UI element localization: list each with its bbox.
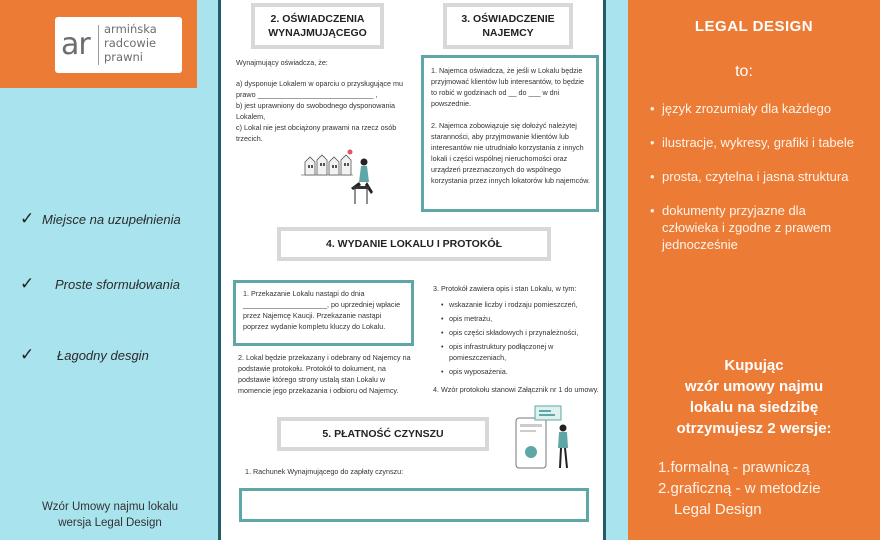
promo-line: wzór umowy najmu xyxy=(684,378,824,395)
section-heading xyxy=(443,3,573,49)
section-title: 5. PŁATNOŚĆ CZYNSZU xyxy=(322,428,444,440)
section-title: 2. OŚWIADCZENIA WYNAJMUJĄCEGO xyxy=(268,13,367,39)
benefits-list xyxy=(650,100,865,270)
logo-line: prawni xyxy=(104,50,143,64)
paragraph: 1. Rachunek Wynajmującego do zapłaty czynszu: xyxy=(245,467,404,476)
paragraph: 2. Najemca zobowiązuje się dołożyć należytej staranności, aby przyjmowanie klientów lub interesantów nie utrudniało korzystania z innych lokali i części wspólnej nieruchomości oraz urządzeń przeznaczonych do wspólnego korzystania przez innych lokatorów lub najemców. xyxy=(431,121,590,185)
feature-label: Proste sformułowania xyxy=(55,277,180,292)
phone-illustration-icon xyxy=(511,404,581,472)
check-icon: ✓ xyxy=(20,209,35,228)
promo-line: otrzymujesz 2 wersje: xyxy=(676,420,832,437)
caption-line: Wzór Umowy najmu lokalu xyxy=(41,501,179,513)
section-body xyxy=(236,57,416,144)
caption-line: wersja Legal Design xyxy=(58,517,162,529)
logo-separator xyxy=(98,25,99,65)
highlight-box xyxy=(233,280,414,346)
check-icon: ✓ xyxy=(20,345,35,364)
section-heading xyxy=(277,417,489,451)
list-item: • opis wyposażenia. xyxy=(433,366,603,377)
section-body xyxy=(245,466,505,477)
list-item: • opis metrażu, xyxy=(433,313,603,324)
feature-item xyxy=(20,345,149,364)
panel-title: LEGAL DESIGN xyxy=(694,18,814,35)
section-title: 4. WYDANIE LOKALU I PROTOKÓŁ xyxy=(326,238,502,250)
list-item: • opis części składowych i przynależności, xyxy=(433,327,603,338)
right-panel xyxy=(628,0,880,540)
section-body xyxy=(431,65,591,186)
logo-mark: ar xyxy=(61,27,90,62)
list-item: • język zrozumiały dla każdego xyxy=(650,100,865,117)
feature-label: Łagodny desgin xyxy=(57,348,149,363)
bullet-list xyxy=(433,299,603,377)
section-body xyxy=(433,283,603,395)
paragraph: 1. Najemca oświadcza, że jeśli w Lokalu będzie przyjmować klientów lub interesantów, to będzie to robić w godzinach od __ do ___ w dni powszednie. xyxy=(431,66,585,108)
feature-label: Miejsce na uzupełnienia xyxy=(42,212,181,227)
feature-item xyxy=(20,274,180,293)
section-heading xyxy=(277,227,551,261)
section-heading xyxy=(251,3,384,49)
document-preview xyxy=(218,0,606,540)
caption xyxy=(30,499,190,531)
logo-line: armińska xyxy=(104,22,157,36)
paragraph: Wynajmujący oświadcza, że: xyxy=(236,58,328,67)
panel-subtitle: to: xyxy=(735,63,753,80)
section-body xyxy=(243,288,408,332)
paragraph: a) dysponuje Lokalem w oparciu o przysługujące mu prawo _____________________________ , xyxy=(236,79,403,99)
check-icon: ✓ xyxy=(20,274,35,293)
logo-band xyxy=(0,0,197,88)
account-number-field[interactable] xyxy=(239,488,589,522)
list-item: • ilustracje, wykresy, grafiki i tabele xyxy=(650,134,865,151)
left-panel xyxy=(0,0,210,540)
paragraph: 3. Protokół zawiera opis i stan Lokalu, w tym: xyxy=(433,284,577,293)
logo-line: radcowie xyxy=(104,36,157,50)
version-item: 2.graficzną - w metodzie xyxy=(658,480,821,497)
logo[interactable] xyxy=(55,17,182,73)
version-item: Legal Design xyxy=(674,501,762,518)
paragraph: b) jest uprawniony do swobodnego dysponowania Lokalem, xyxy=(236,101,396,121)
list-item: • opis infrastruktury podłączonej w pomieszczeniach, xyxy=(433,341,603,363)
list-item: • prosta, czytelna i jasna struktura xyxy=(650,168,865,185)
promo-line: lokalu na siedzibę xyxy=(689,399,819,416)
list-item: • dokumenty przyjazne dla człowieka i zgodne z prawem jednocześnie xyxy=(650,202,865,253)
paragraph: 4. Wzór protokołu stanowi Załącznik nr 1 do umowy. xyxy=(433,385,599,394)
section-body xyxy=(238,352,416,396)
paragraph: c) Lokal nie jest obciążony prawami na rzecz osób trzecich. xyxy=(236,123,397,143)
logo-text xyxy=(104,22,157,64)
promo-line: Kupując xyxy=(724,357,784,374)
promo-text xyxy=(628,355,880,439)
paragraph: 2. Lokal będzie przekazany i odebrany od Najemcy na podstawie protokołu. Protokół to dokument, na podstawie którego strony ustalą stan Lokalu w momencie jego przekazania i odbioru od Najemcy. xyxy=(238,353,411,395)
version-item: 1.formalną - prawniczą xyxy=(658,459,810,476)
highlight-box xyxy=(421,55,599,212)
paragraph: 1. Przekazanie Lokalu nastąpi do dnia _____________________, po uprzedniej wpłacie przez Najemcę Kaucji. Przekazanie nastąpi poprzez wydanie kompletu kluczy do Lokalu. xyxy=(243,289,401,331)
list-item: • wskazanie liczby i rodzaju pomieszczeń, xyxy=(433,299,603,310)
feature-item xyxy=(20,209,181,228)
versions-list xyxy=(658,457,868,520)
houses-illustration-icon xyxy=(301,148,381,208)
section-title: 3. OŚWIADCZENIE NAJEMCY xyxy=(461,13,555,39)
